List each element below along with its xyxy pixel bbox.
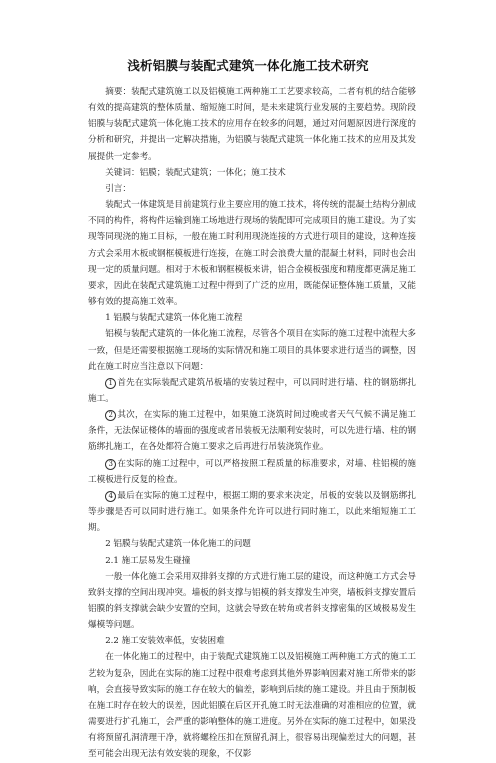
section-2-1-heading: 2.1 施工层易发生碰撞: [105, 555, 191, 566]
section-2-2-paragraph: 在一体化施工的过程中，由于装配式建筑施工以及铝模施工两种施工方式的施工工艺较为复杂，因此在实际的施工过程中很难考虑到其他外界影响因素对施工所带来的影响，会直接导致实际的施工存在较大的偏差，影响到后续的施工建设。并且由于预制板在施工时存在较大的误差，因此铝膜在后区开孔施工时无法准确的对准相应的位置，就需要进行扩孔施工，会严重的影响整体的施工进度。另外在实际的施工过程中，如果没有将预留孔洞清理干净，就将螺栓压扣在预留孔洞上，很容易出现偏差过大的问题，甚至可能会出现无法有效安装的现象，不仅影: [88, 652, 416, 760]
circled-number: 2: [105, 410, 116, 421]
abstract: 摘要：装配式建筑施工以及铝模施工两种施工工艺要求较高，二者有机的结合能够有效的提高建筑的整体质量、缩短施工时间，是未来建筑行业发展的主要趋势。现阶段铝膜与装配式建筑一体化施工技术的应用存在较多的问题，通过对问题原因进行深度的分析和研究，并提出一定解决措施，为铝膜与装配式建筑一体化施工技术的应用及其发展提供一定参考。: [88, 87, 416, 162]
section-1-heading: 1 铝膜与装配式建筑一体化施工流程: [105, 313, 243, 324]
section-2-heading: 2 铝膜与装配式建筑一体化施工的问题: [105, 539, 251, 550]
list-item: [88, 488, 416, 536]
circled-number: 4: [105, 491, 116, 502]
list-item-text: 在实际的施工过程中，可以严格按照工程质量的标准要求，对墙、柱铝模的施工模板进行反复的检查。: [88, 458, 416, 485]
list-item: [88, 407, 416, 455]
list-item-text: 最后在实际的施工过程中，根据工期的要求来决定，吊板的安装以及钢筋绑扎等步骤是否可以同时进行施工。如果条件允许可以进行同时施工，以此来缩短施工工期。: [88, 490, 416, 534]
list-item-text: 首先在实际装配式建筑吊板墙的安装过程中，可以同时进行墙、柱的钢筋绑扎施工。: [88, 377, 416, 404]
list-item: [88, 375, 416, 407]
section-1-paragraph: 铝模与装配式建筑的一体化施工流程，尽管各个项目在实际的施工过程中流程大多一致，但是还需要根据施工现场的实际情况和施工项目的具体要求进行适当的调整，因此在施工时应当注意以下问题：: [88, 329, 416, 372]
list-item-text: 其次，在实际的施工过程中，如果施工浇筑时间过晚或者天气气候不满足施工条件，无法保证楼体的墙面的强度或者吊装板无法顺利安装时，可以先进行墙、柱的钢筋绑扎施工，在各处都符合施工要求之后再进行吊装浇筑作业。: [88, 410, 416, 453]
list-item: [88, 456, 416, 488]
section-2-2-heading: 2.2 施工安装效率低，安装困难: [105, 636, 225, 647]
circled-number: 3: [105, 459, 116, 470]
page-title: 浅析铝膜与装配式建筑一体化施工技术研究: [127, 58, 369, 73]
intro-paragraph: 装配式一体建筑是目前建筑行业主要应用的施工技术，将传统的混凝土结构分割成不同的构件，将构件运输到施工场地进行现场的装配即可完成项目的施工建设。为了实现等同现浇的施工目标，一般在施工时利用现浇连接的方式进行项目的建设，这种连接方式会采用木板或钢框模板进行连接，在施工时会浪费大量的混凝土材料，同时也会出现一定的质量问题。相对于木板和钢框模板来讲，铝合金模板强度和精度都更满足施工要求，因此在装配式建筑施工过程中得到了广泛的应用，既能保证整体施工质量，又能够有效的提高施工效率。: [88, 200, 416, 308]
section-2-1-paragraph: 一般一体化施工会采用双排斜支撑的方式进行施工层的建设，而这种施工方式会导致斜支撑的空间出现冲突。墙板的斜支撑与铝模的斜支撑发生冲突，墙板斜支撑安置后铝膜的斜支撑就会缺少安置的空间，这就会导致在转角或者斜支撑密集的区域极易发生爆模等问题。: [88, 571, 416, 631]
keywords: 关键词：铝膜；装配式建筑；一体化；施工技术: [105, 167, 286, 178]
document-body: [88, 84, 416, 763]
circled-number: 1: [105, 378, 116, 389]
intro-label: 引言：: [105, 183, 131, 194]
